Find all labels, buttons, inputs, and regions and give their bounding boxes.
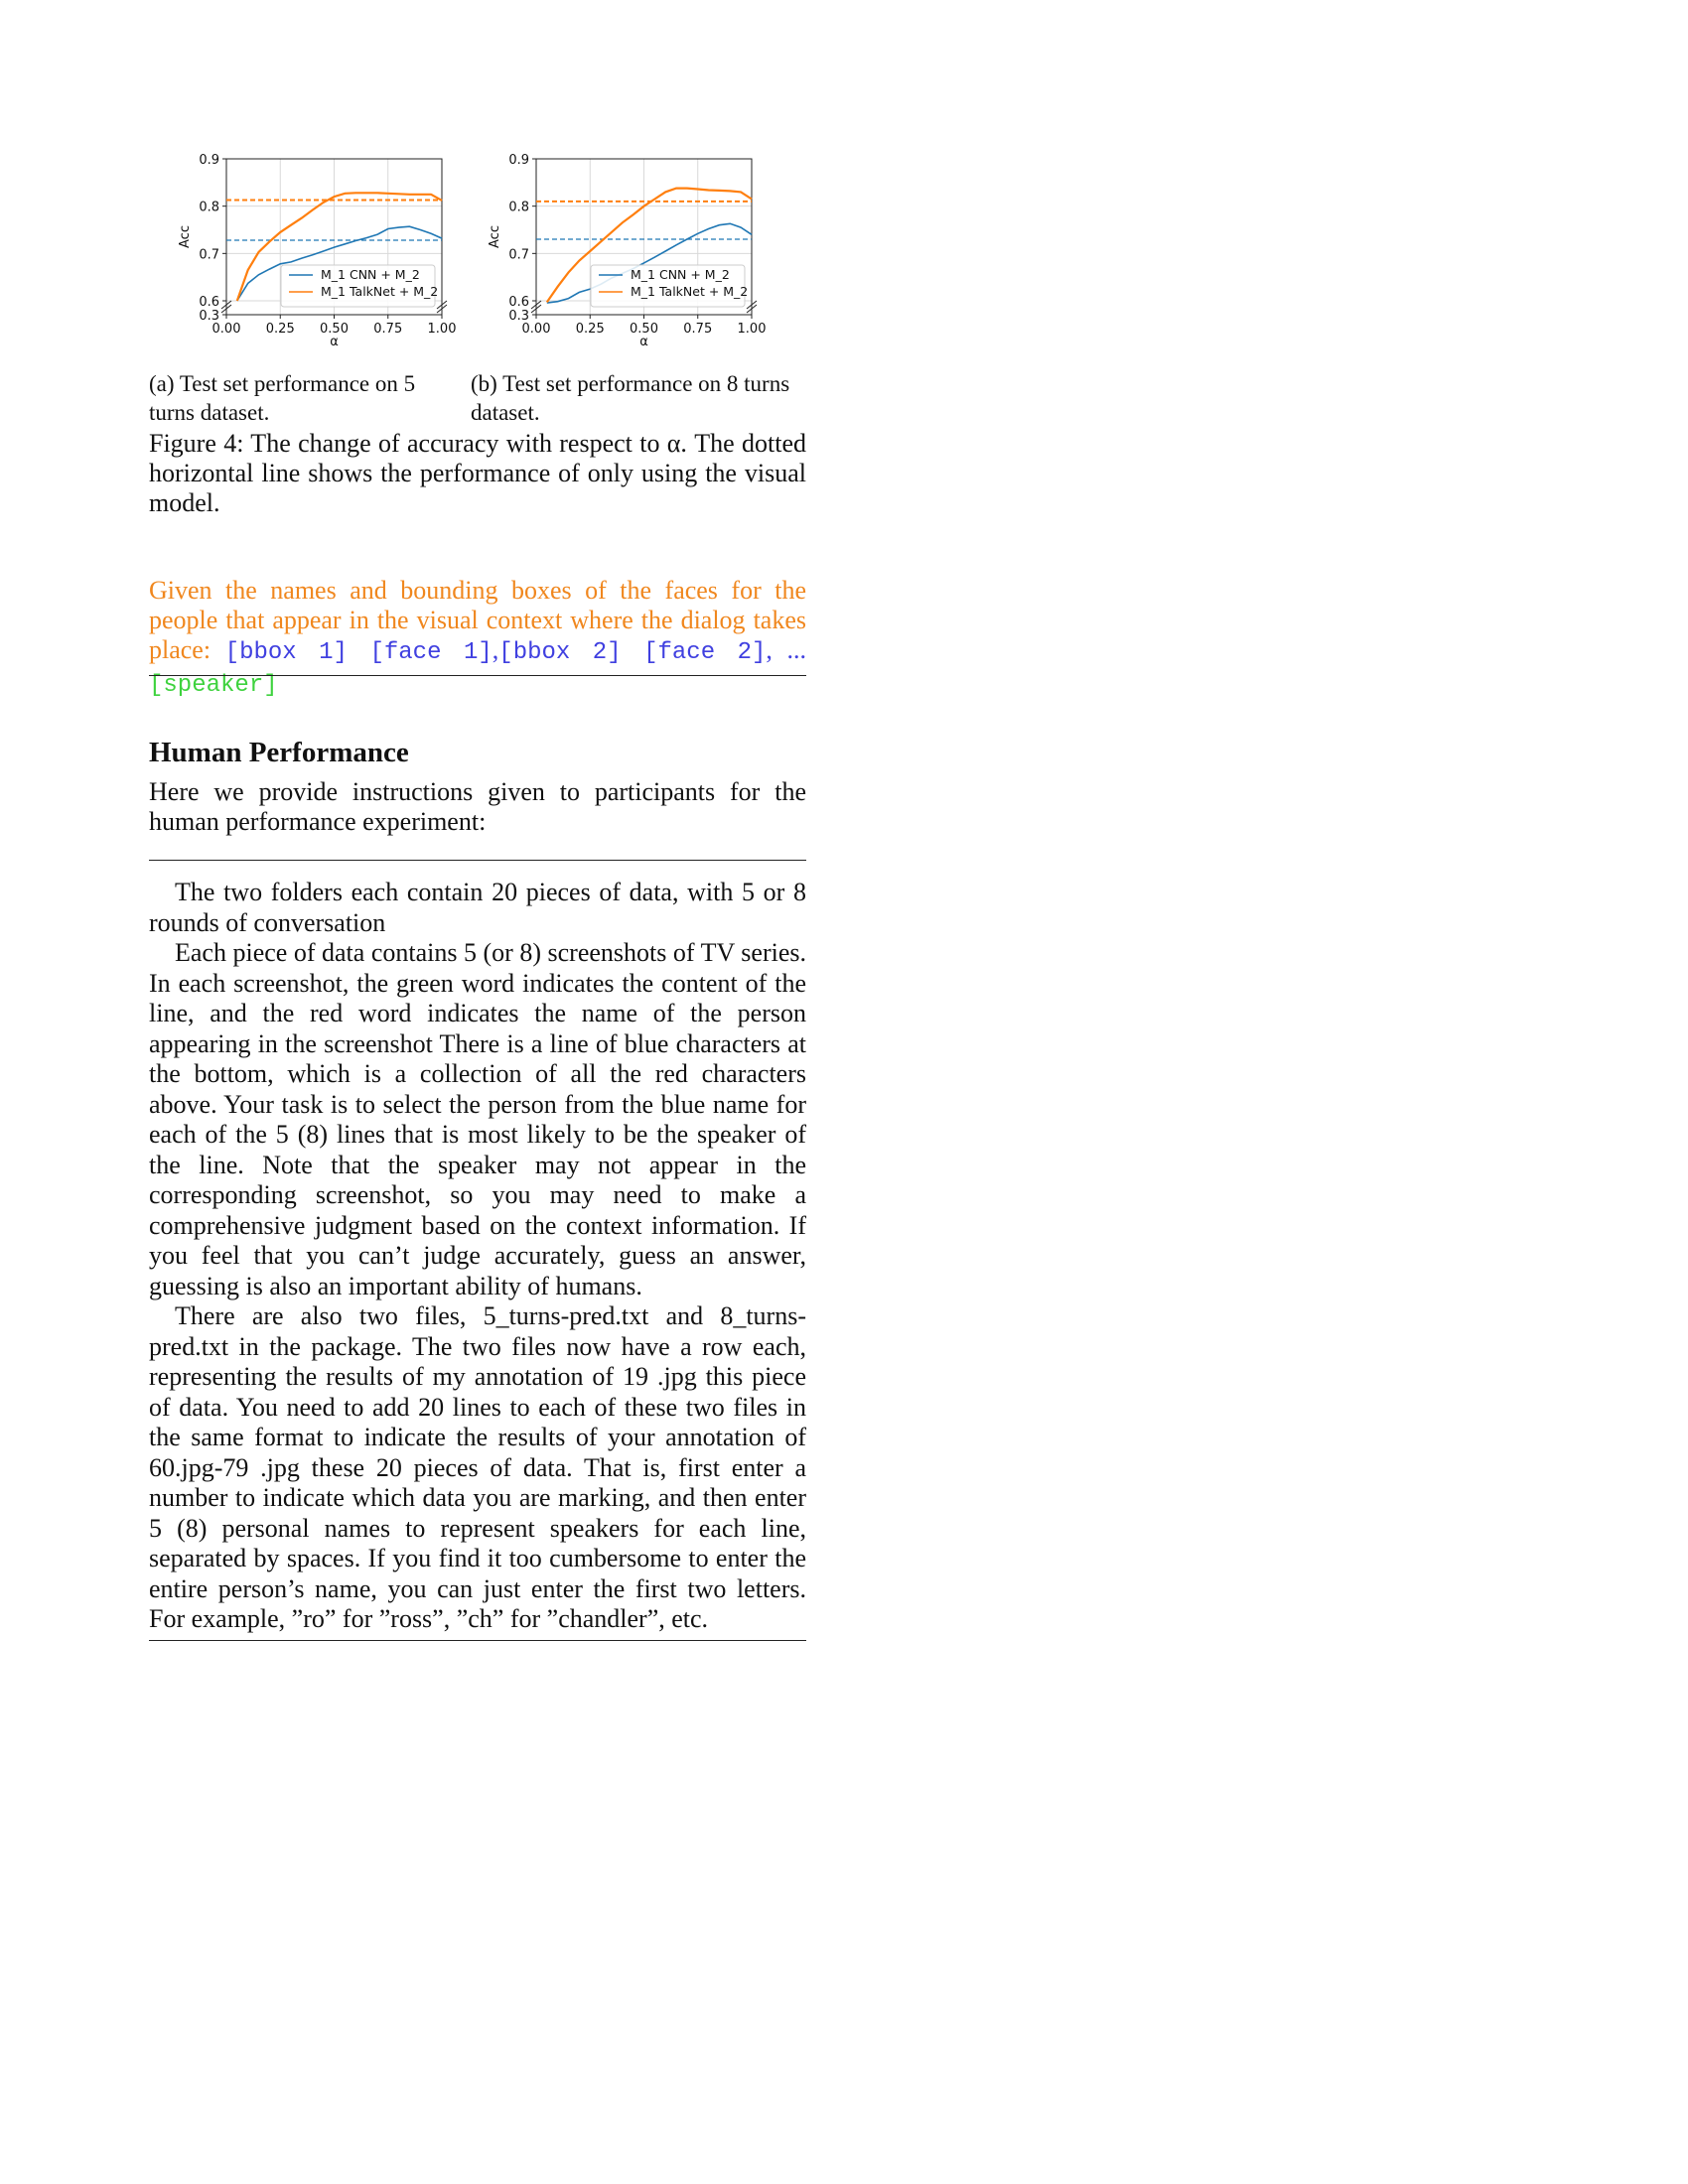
legend-entry: M_1 CNN + M_2: [631, 267, 730, 282]
subcaption-b: (b) Test set performance on 8 turns dataset.: [471, 371, 790, 425]
y-tick-label: 0.7: [508, 247, 529, 263]
prompt-text: Given the names and bounding boxes of the faces for the people that appear in the visual context where the dialog takes place:: [149, 576, 806, 664]
chart-b: [459, 139, 776, 367]
y-axis-label: Acc: [178, 225, 193, 248]
x-tick-label: 0.75: [683, 322, 713, 337]
prompt-template: [149, 576, 806, 701]
chart-a: [149, 139, 467, 367]
section-heading: Human Performance: [149, 737, 409, 768]
x-tick-label: 0.50: [320, 322, 349, 337]
y-tick-label: 0.6: [199, 295, 219, 310]
prompt-token-face-1: [bbox 1] [face 1]: [224, 639, 492, 666]
x-tick-label: 0.25: [575, 322, 605, 337]
subcaption-a: (a) Test set performance on 5 turns dataset.: [149, 371, 416, 425]
instructions-block: [149, 878, 806, 1635]
x-tick-label: 0.00: [521, 322, 551, 337]
divider: [149, 860, 806, 861]
x-tick-label: 0.00: [211, 322, 241, 337]
instruction-paragraph: Each piece of data contains 5 (or 8) screenshots of TV series. In each screenshot, the green word indicates the content of the line, and the red word indicates the name of the person appearing in the screenshot There is a line of blue characters at the bottom, which is a collection of all the red characters above. Your task is to select the person from the blue name for each of the 5 (8) lines that is most likely to be the speaker of the line. Note that the speaker may not appear in the corresponding screenshot, so you may need to make a comprehensive judgment based on the context information. If you feel that you can’t judge accurately, guess an answer, guessing is also an important ability of humans.: [149, 938, 806, 1300]
instruction-paragraph: There are also two files, 5_turns-pred.txt and 8_turns-pred.txt in the package. The two files now have a row each, representing the results of my annotation of 19 .jpg this piece of data. You need to add 20 lines to each of these two files in the same format to indicate the results of your annotation of 60.jpg-79 .jpg these 20 pieces of data. That is, first enter a number to indicate which data you are marking, and then enter 5 (8) personal names to represent speakers for each line, separated by spaces. If you find it too cumbersome to enter the entire person’s name, you can just enter the first two letters. For example, ”ro” for ”ross”, ”ch” for ”chandler”, etc.: [149, 1301, 806, 1633]
legend-entry: M_1 TalkNet + M_2: [321, 284, 439, 299]
figure-4: [149, 139, 806, 437]
y-tick-label: 0.9: [508, 153, 529, 168]
prompt-separator-2: , ...: [766, 635, 807, 664]
x-tick-label: 0.50: [630, 322, 658, 337]
y-tick-label: 0.7: [199, 247, 219, 263]
divider: [149, 675, 806, 676]
y-axis-label: Acc: [488, 225, 502, 248]
y-tick-label: 0.8: [508, 200, 529, 215]
x-tick-label: 0.25: [265, 322, 295, 337]
instruction-paragraph: The two folders each contain 20 pieces of data, with 5 or 8 rounds of conversation: [149, 878, 806, 937]
x-tick-label: 1.00: [737, 322, 767, 337]
y-tick-label: 0.9: [199, 153, 219, 168]
y-tick-label: 0.3: [199, 309, 219, 324]
divider: [149, 1640, 806, 1641]
legend-entry: M_1 CNN + M_2: [321, 267, 420, 282]
y-tick-label: 0.8: [199, 200, 219, 215]
prompt-separator-1: ,: [492, 635, 499, 664]
x-axis-label: α: [639, 335, 648, 349]
legend-entry: M_1 TalkNet + M_2: [631, 284, 749, 299]
y-tick-label: 0.3: [508, 309, 529, 324]
x-tick-label: 0.75: [373, 322, 403, 337]
prompt-token-speaker: [speaker]: [149, 672, 278, 699]
x-tick-label: 1.00: [427, 322, 457, 337]
section-intro: Here we provide instructions given to participants for the human performance experiment:: [149, 777, 806, 836]
y-tick-label: 0.6: [508, 295, 529, 310]
prompt-token-face-2: [bbox 2] [face 2]: [498, 639, 767, 666]
x-axis-label: α: [330, 335, 339, 349]
figure-caption: Figure 4: The change of accuracy with respect to α. The dotted horizontal line shows the performance of only using the visual model.: [149, 429, 806, 517]
